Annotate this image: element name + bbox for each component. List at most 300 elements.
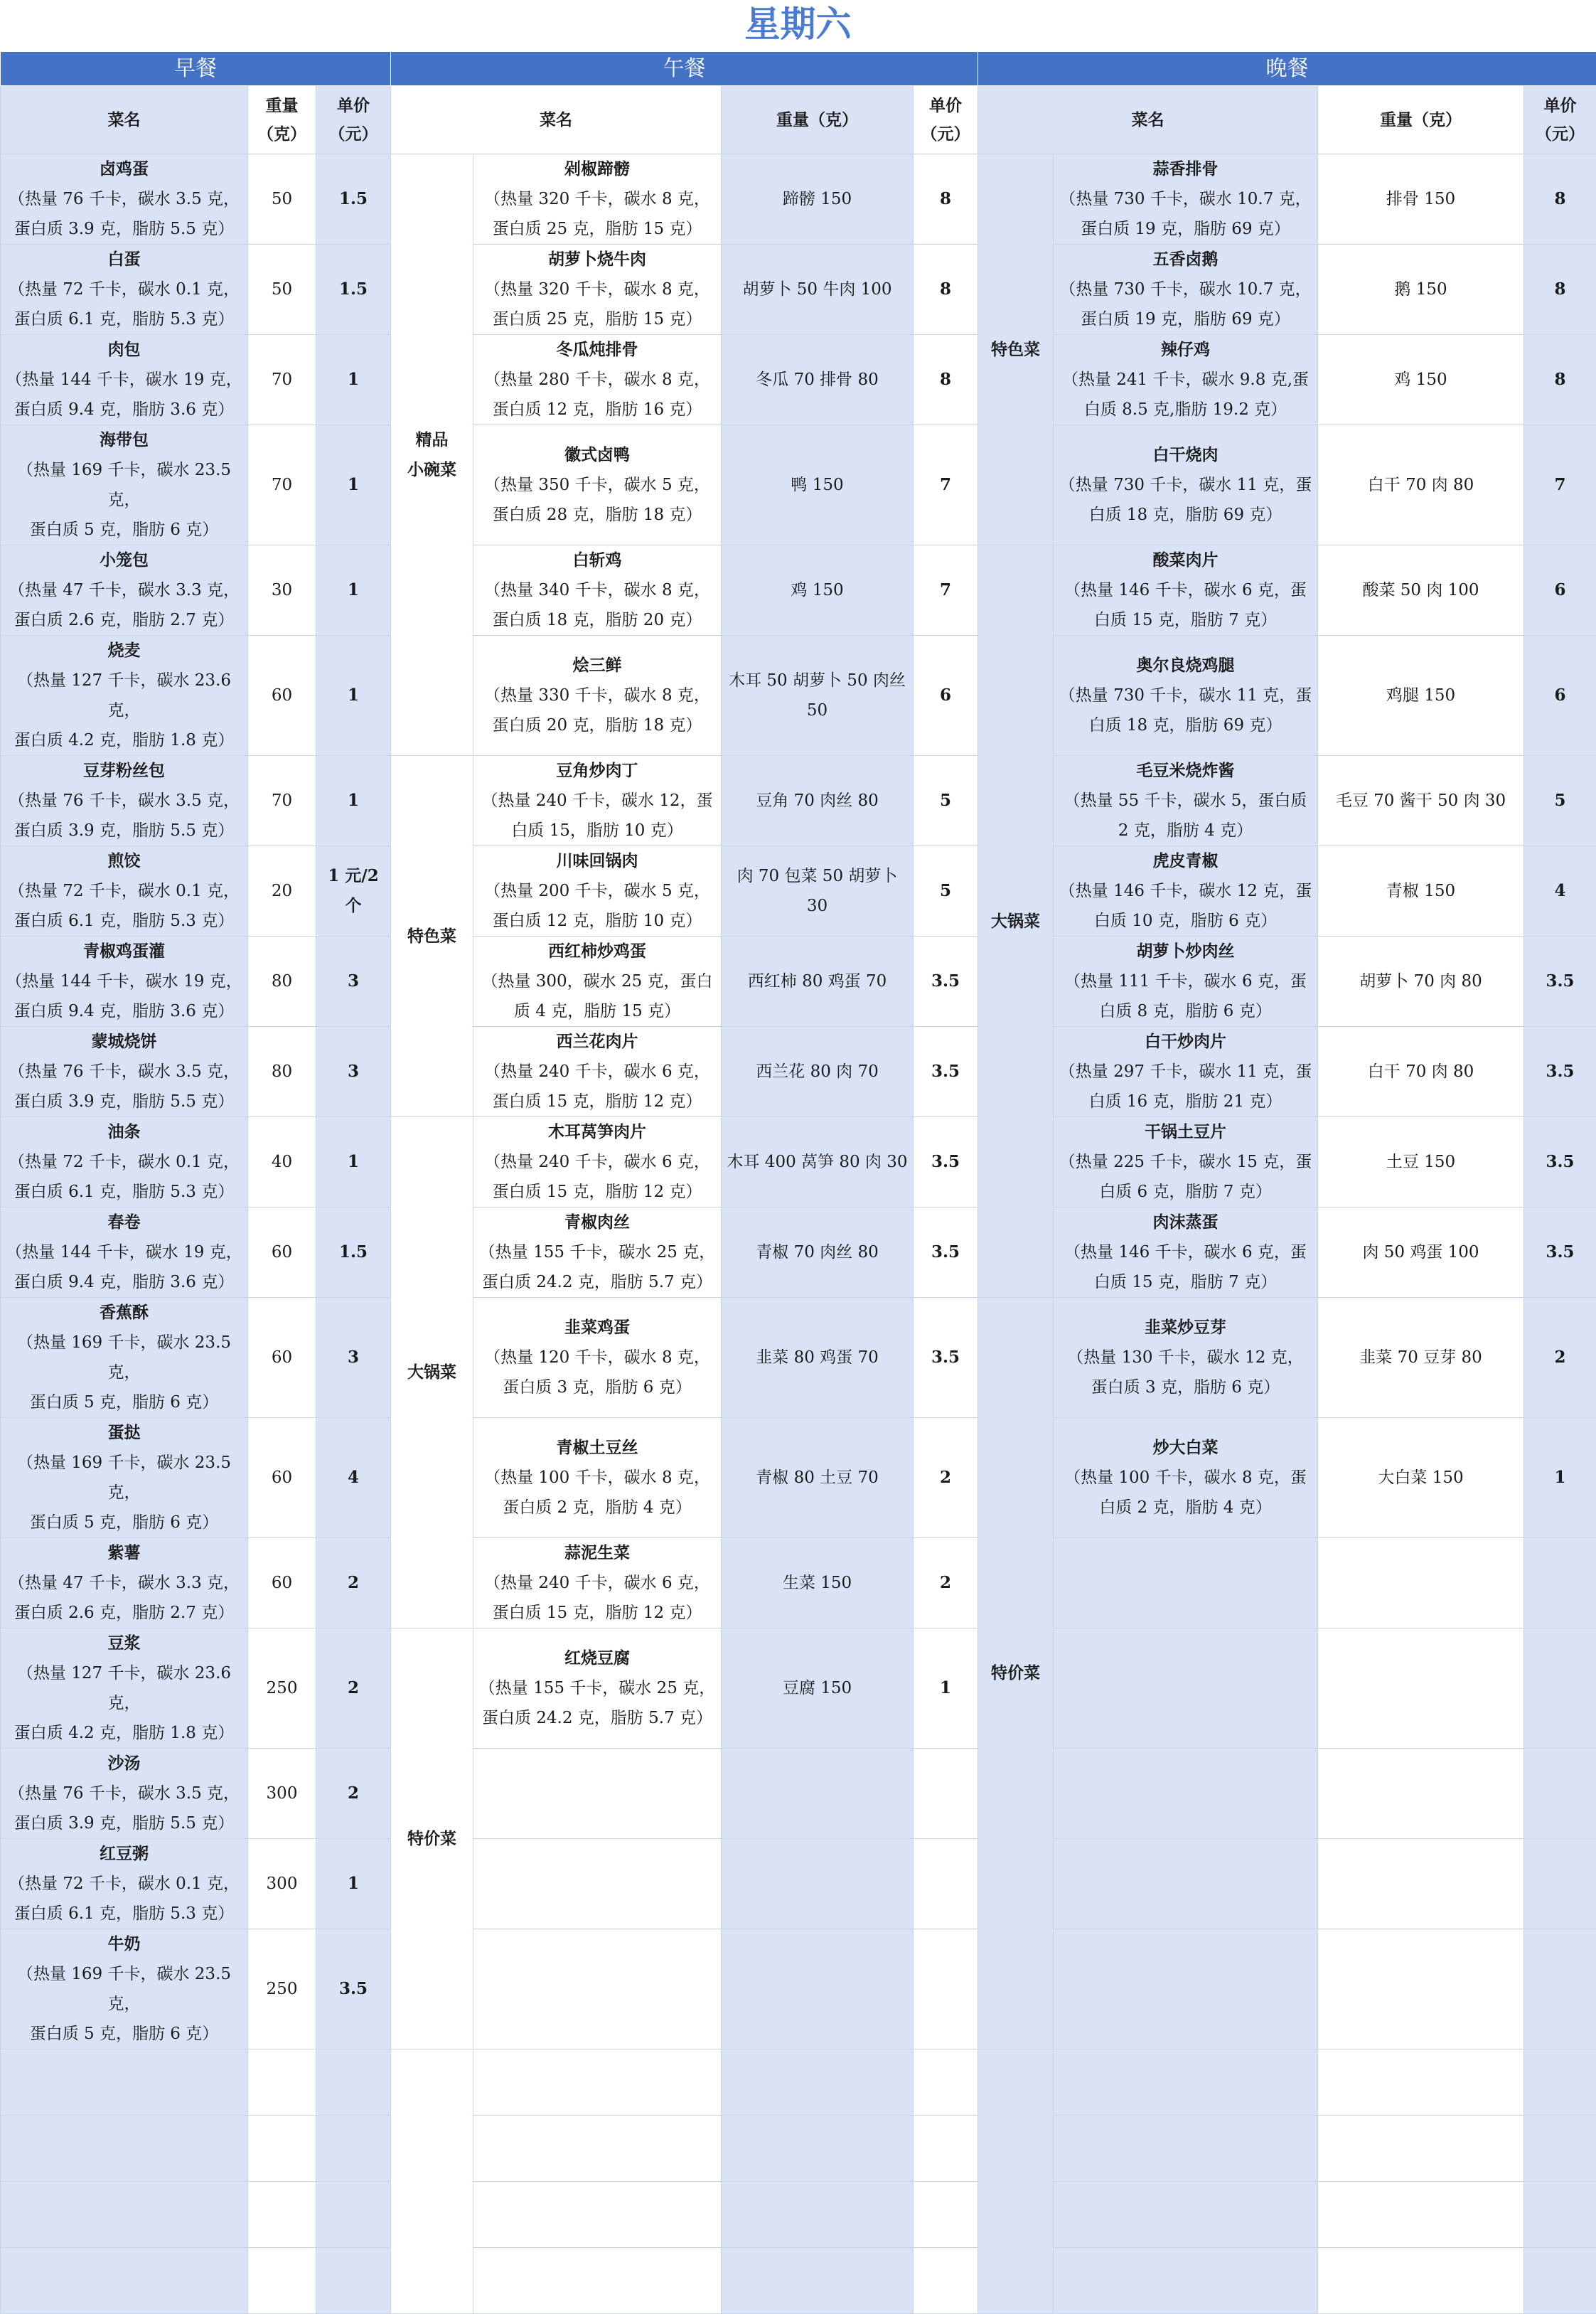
table-row <box>1 2248 1596 2314</box>
dinner-weight: 毛豆 70 酱干 50 肉 30 <box>1318 756 1524 846</box>
dish-nutrition: （热量 120 千卡，碳水 8 克， 蛋白质 3 克，脂肪 6 克） <box>476 1343 718 1402</box>
breakfast-dish <box>1 756 248 846</box>
dish-name: 徽式卤鸭 <box>476 440 718 470</box>
dish-name: 煎饺 <box>4 846 245 876</box>
breakfast-weight: 50 <box>248 245 316 335</box>
dish-nutrition: （热量 111 千卡，碳水 6 克，蛋 白质 8 克，脂肪 6 克） <box>1056 966 1314 1026</box>
dinner-price: 8 <box>1524 154 1596 245</box>
empty-cell <box>1318 1538 1524 1628</box>
breakfast-weight: 70 <box>248 756 316 846</box>
dish-nutrition: （热量 169 千卡，碳水 23.5 克， 蛋白质 5 克，脂肪 6 克） <box>4 1328 245 1417</box>
empty-cell <box>722 1749 914 1839</box>
dish-nutrition: （热量 200 千卡，碳水 5 克， 蛋白质 12 克，脂肪 10 克） <box>476 876 718 936</box>
dish-nutrition: （热量 76 千卡，碳水 3.5 克， 蛋白质 3.9 克，脂肪 5.5 克） <box>4 1057 245 1116</box>
lunch-weight: 蹄髈 150 <box>722 154 914 245</box>
lunch-dish <box>473 245 722 335</box>
breakfast-weight: 80 <box>248 1027 316 1117</box>
dish-nutrition: （热量 100 千卡，碳水 8 克， 蛋白质 2 克，脂肪 4 克） <box>476 1463 718 1523</box>
breakfast-dish <box>1 1418 248 1538</box>
breakfast-price: 2 <box>316 1628 391 1749</box>
breakfast-dish <box>1 1538 248 1628</box>
dish-name: 青椒肉丝 <box>476 1207 718 1237</box>
breakfast-price: 1 <box>316 636 391 756</box>
empty-cell <box>248 2182 316 2248</box>
breakfast-weight: 300 <box>248 1749 316 1839</box>
dish-name: 豆角炒肉丁 <box>476 756 718 786</box>
lunch-price: 7 <box>914 545 978 636</box>
breakfast-price: 3 <box>316 1027 391 1117</box>
lunch-header: 午餐 <box>391 52 978 86</box>
empty-cell <box>1318 2116 1524 2182</box>
lunch-dish <box>473 756 722 846</box>
dish-name: 香蕉酥 <box>4 1298 245 1328</box>
empty-cell <box>473 1749 722 1839</box>
lunch-dish <box>473 1027 722 1117</box>
empty-cell <box>722 2248 914 2314</box>
lunch-price: 1 <box>914 1628 978 1749</box>
dish-nutrition: （热量 297 千卡，碳水 11 克，蛋 白质 16 克，脂肪 21 克） <box>1056 1057 1314 1116</box>
dish-name: 烩三鲜 <box>476 651 718 681</box>
dish-nutrition: （热量 146 千卡，碳水 6 克，蛋 白质 15 克，脂肪 7 克） <box>1056 1237 1314 1297</box>
empty-cell <box>1318 1628 1524 1749</box>
lunch-dish <box>473 636 722 756</box>
lunch-price: 3.5 <box>914 1117 978 1207</box>
meal-header-row <box>1 52 1596 86</box>
dish-name: 紫薯 <box>4 1538 245 1568</box>
lunch-price: 5 <box>914 756 978 846</box>
empty-cell <box>1054 1929 1318 2049</box>
lunch-dish <box>473 1628 722 1749</box>
lunch-name-header: 菜名 <box>391 86 722 154</box>
lunch-weight: 青椒 80 土豆 70 <box>722 1418 914 1538</box>
lunch-dish <box>473 1538 722 1628</box>
empty-cell <box>1054 1628 1318 1749</box>
dish-name: 剁椒蹄髈 <box>476 154 718 184</box>
dish-nutrition: （热量 144 千卡，碳水 19 克， 蛋白质 9.4 克，脂肪 3.6 克） <box>4 966 245 1026</box>
empty-cell <box>1318 1839 1524 1929</box>
lunch-dish <box>473 425 722 545</box>
breakfast-price: 1.5 <box>316 1207 391 1298</box>
breakfast-weight: 300 <box>248 1839 316 1929</box>
dish-name: 毛豆米烧炸酱 <box>1056 756 1314 786</box>
lunch-weight: 生菜 150 <box>722 1538 914 1628</box>
dinner-price: 3.5 <box>1524 1027 1596 1117</box>
dish-nutrition: （热量 47 千卡，碳水 3.3 克， 蛋白质 2.6 克，脂肪 2.7 克） <box>4 1568 245 1628</box>
empty-cell <box>316 2116 391 2182</box>
empty-cell <box>473 1839 722 1929</box>
breakfast-weight: 70 <box>248 425 316 545</box>
empty-cell <box>914 2182 978 2248</box>
lunch-weight: 西兰花 80 肉 70 <box>722 1027 914 1117</box>
empty-cell <box>391 2049 473 2314</box>
dinner-price: 7 <box>1524 425 1596 545</box>
dish-nutrition: （热量 76 千卡，碳水 3.5 克， 蛋白质 3.9 克，脂肪 5.5 克） <box>4 786 245 846</box>
lunch-price: 2 <box>914 1418 978 1538</box>
lunch-weight: 韭菜 80 鸡蛋 70 <box>722 1298 914 1418</box>
dish-name: 红豆粥 <box>4 1839 245 1869</box>
lunch-weight: 豆角 70 肉丝 80 <box>722 756 914 846</box>
dish-nutrition: （热量 55 千卡，碳水 5，蛋白质 2 克，脂肪 4 克） <box>1056 786 1314 846</box>
lunch-dish <box>473 1418 722 1538</box>
breakfast-price: 1 <box>316 1117 391 1207</box>
dish-nutrition: （热量 240 千卡，碳水 6 克， 蛋白质 15 克，脂肪 12 克） <box>476 1147 718 1207</box>
dinner-weight: 白干 70 肉 80 <box>1318 425 1524 545</box>
dish-name: 蒙城烧饼 <box>4 1027 245 1057</box>
dinner-price: 8 <box>1524 335 1596 425</box>
dinner-name-header: 菜名 <box>978 86 1318 154</box>
table-row <box>1 1628 1596 1749</box>
dish-name: 肉包 <box>4 335 245 365</box>
dish-name: 西红柿炒鸡蛋 <box>476 937 718 966</box>
dish-name: 干锅土豆片 <box>1056 1117 1314 1147</box>
table-row <box>1 1929 1596 2049</box>
empty-cell <box>914 1929 978 2049</box>
empty-cell <box>722 2049 914 2116</box>
breakfast-price: 1 <box>316 545 391 636</box>
dinner-header: 晚餐 <box>978 52 1596 86</box>
dinner-dish <box>1054 846 1318 937</box>
dinner-dish <box>1054 154 1318 245</box>
breakfast-dish <box>1 425 248 545</box>
table-row <box>1 2049 1596 2116</box>
lunch-weight: 肉 70 包菜 50 胡萝卜 30 <box>722 846 914 937</box>
table-row <box>1 1839 1596 1929</box>
lunch-dish <box>473 1207 722 1298</box>
dish-name: 木耳莴笋肉片 <box>476 1117 718 1147</box>
dish-nutrition: （热量 72 千卡，碳水 0.1 克， 蛋白质 6.1 克，脂肪 5.3 克） <box>4 876 245 936</box>
empty-cell <box>722 1929 914 2049</box>
dish-nutrition: （热量 144 千卡，碳水 19 克， 蛋白质 9.4 克，脂肪 3.6 克） <box>4 1237 245 1297</box>
dish-name: 小笼包 <box>4 545 245 575</box>
empty-cell <box>248 2248 316 2314</box>
dish-nutrition: （热量 240 千卡，碳水 6 克， 蛋白质 15 克，脂肪 12 克） <box>476 1057 718 1116</box>
lunch-category: 特色菜 <box>391 756 473 1117</box>
lunch-weight: 冬瓜 70 排骨 80 <box>722 335 914 425</box>
breakfast-dish <box>1 1207 248 1298</box>
empty-cell <box>316 2248 391 2314</box>
lunch-weight: 青椒 70 肉丝 80 <box>722 1207 914 1298</box>
lunch-price: 3.5 <box>914 1027 978 1117</box>
empty-cell <box>1 2182 248 2248</box>
breakfast-price: 1 <box>316 425 391 545</box>
empty-cell <box>248 2116 316 2182</box>
empty-cell <box>1054 2049 1318 2116</box>
empty-cell <box>914 2248 978 2314</box>
breakfast-weight: 70 <box>248 335 316 425</box>
dinner-weight: 排骨 150 <box>1318 154 1524 245</box>
dish-name: 油条 <box>4 1117 245 1147</box>
breakfast-name-header: 菜名 <box>1 86 248 154</box>
dinner-dish <box>1054 1418 1318 1538</box>
breakfast-weight: 60 <box>248 1538 316 1628</box>
dinner-price: 3.5 <box>1524 937 1596 1027</box>
breakfast-weight: 60 <box>248 1298 316 1418</box>
dish-name: 卤鸡蛋 <box>4 154 245 184</box>
dinner-dish <box>1054 1117 1318 1207</box>
dish-nutrition: （热量 72 千卡，碳水 0.1 克， 蛋白质 6.1 克，脂肪 5.3 克） <box>4 1147 245 1207</box>
dish-name: 白干烧肉 <box>1056 440 1314 470</box>
lunch-weight: 西红柿 80 鸡蛋 70 <box>722 937 914 1027</box>
empty-cell <box>1 2116 248 2182</box>
empty-cell <box>1318 1929 1524 2049</box>
dish-name: 白斩鸡 <box>476 545 718 575</box>
dinner-weight: 鸡腿 150 <box>1318 636 1524 756</box>
lunch-dish <box>473 846 722 937</box>
dish-nutrition: （热量 76 千卡，碳水 3.5 克， 蛋白质 3.9 克，脂肪 5.5 克） <box>4 1779 245 1838</box>
dinner-category: 特价菜 <box>978 1298 1054 2049</box>
dinner-dish <box>1054 636 1318 756</box>
breakfast-weight: 50 <box>248 154 316 245</box>
breakfast-dish <box>1 1839 248 1929</box>
breakfast-dish <box>1 154 248 245</box>
dish-name: 酸菜肉片 <box>1056 545 1314 575</box>
dish-name: 蒜香排骨 <box>1056 154 1314 184</box>
lunch-category: 特价菜 <box>391 1628 473 2049</box>
dish-name: 蛋挞 <box>4 1418 245 1448</box>
dish-nutrition: （热量 146 千卡，碳水 12 克，蛋 白质 10 克，脂肪 6 克） <box>1056 876 1314 936</box>
dinner-price: 3.5 <box>1524 1207 1596 1298</box>
lunch-dish <box>473 937 722 1027</box>
dinner-price: 2 <box>1524 1298 1596 1418</box>
lunch-dish <box>473 1117 722 1207</box>
dish-name: 冬瓜炖排骨 <box>476 335 718 365</box>
dish-nutrition: （热量 144 千卡，碳水 19 克， 蛋白质 9.4 克，脂肪 3.6 克） <box>4 365 245 425</box>
dish-name: 青椒土豆丝 <box>476 1433 718 1463</box>
empty-cell <box>1524 2049 1596 2116</box>
breakfast-weight: 40 <box>248 1117 316 1207</box>
breakfast-dish <box>1 636 248 756</box>
empty-cell <box>722 2116 914 2182</box>
lunch-weight: 豆腐 150 <box>722 1628 914 1749</box>
empty-cell <box>473 2116 722 2182</box>
dish-name: 牛奶 <box>4 1929 245 1959</box>
dish-nutrition: （热量 155 千卡，碳水 25 克， 蛋白质 24.2 克，脂肪 5.7 克） <box>476 1237 718 1297</box>
empty-cell <box>473 2049 722 2116</box>
dinner-dish <box>1054 545 1318 636</box>
breakfast-weight: 60 <box>248 1418 316 1538</box>
dish-nutrition: （热量 169 千卡，碳水 23.5 克， 蛋白质 5 克，脂肪 6 克） <box>4 455 245 545</box>
empty-cell <box>978 2049 1054 2314</box>
dish-name: 红烧豆腐 <box>476 1643 718 1673</box>
dish-nutrition: （热量 72 千卡，碳水 0.1 克， 蛋白质 6.1 克，脂肪 5.3 克） <box>4 1869 245 1929</box>
empty-cell <box>1054 2116 1318 2182</box>
dish-nutrition: （热量 730 千卡，碳水 11 克，蛋 白质 18 克，脂肪 69 克） <box>1056 470 1314 530</box>
empty-cell <box>1524 2182 1596 2248</box>
empty-cell <box>914 1749 978 1839</box>
breakfast-weight: 20 <box>248 846 316 937</box>
lunch-category: 大锅菜 <box>391 1117 473 1628</box>
breakfast-dish <box>1 1749 248 1839</box>
empty-cell <box>316 2182 391 2248</box>
dish-nutrition: （热量 130 千卡，碳水 12 克， 蛋白质 3 克，脂肪 6 克） <box>1056 1343 1314 1402</box>
empty-cell <box>1318 1749 1524 1839</box>
dish-name: 奥尔良烧鸡腿 <box>1056 651 1314 681</box>
dish-name: 韭菜鸡蛋 <box>476 1313 718 1343</box>
dinner-dish <box>1054 756 1318 846</box>
empty-cell <box>1054 2182 1318 2248</box>
empty-cell <box>1318 2248 1524 2314</box>
dish-name: 川味回锅肉 <box>476 846 718 876</box>
dish-nutrition: （热量 241 千卡，碳水 9.8 克,蛋 白质 8.5 克,脂肪 19.2 克） <box>1056 365 1314 425</box>
dinner-price: 4 <box>1524 846 1596 937</box>
empty-cell <box>1054 1538 1318 1628</box>
breakfast-dish <box>1 1929 248 2049</box>
dish-nutrition: （热量 146 千卡，碳水 6 克，蛋 白质 15 克，脂肪 7 克） <box>1056 575 1314 635</box>
breakfast-price: 1 元/2 个 <box>316 846 391 937</box>
breakfast-price: 1 <box>316 756 391 846</box>
empty-cell <box>1524 1929 1596 2049</box>
dinner-dish <box>1054 425 1318 545</box>
table-row <box>1 1298 1596 1418</box>
dish-nutrition: （热量 280 千卡，碳水 8 克， 蛋白质 12 克，脂肪 16 克） <box>476 365 718 425</box>
dish-name: 沙汤 <box>4 1749 245 1779</box>
table-row <box>1 154 1596 245</box>
dish-name: 西兰花肉片 <box>476 1027 718 1057</box>
lunch-price-header: 单价 （元） <box>914 86 978 154</box>
breakfast-weight: 250 <box>248 1628 316 1749</box>
dish-name: 豆浆 <box>4 1628 245 1658</box>
dish-nutrition: （热量 127 千卡，碳水 23.6 克， 蛋白质 4.2 克，脂肪 1.8 克） <box>4 666 245 755</box>
dinner-category: 大锅菜 <box>978 545 1054 1298</box>
empty-cell <box>1524 1538 1596 1628</box>
table-row <box>1 846 1596 937</box>
lunch-price: 6 <box>914 636 978 756</box>
lunch-dish <box>473 335 722 425</box>
dinner-price: 1 <box>1524 1418 1596 1538</box>
table-row <box>1 545 1596 636</box>
dinner-price: 3.5 <box>1524 1117 1596 1207</box>
empty-cell <box>1054 2248 1318 2314</box>
dish-name: 春卷 <box>4 1207 245 1237</box>
dinner-weight: 大白菜 150 <box>1318 1418 1524 1538</box>
breakfast-header: 早餐 <box>1 52 391 86</box>
empty-cell <box>1054 1839 1318 1929</box>
dish-name: 青椒鸡蛋灌 <box>4 937 245 966</box>
lunch-price: 2 <box>914 1538 978 1628</box>
dish-nutrition: （热量 320 千卡，碳水 8 克， 蛋白质 25 克，脂肪 15 克） <box>476 184 718 244</box>
empty-cell <box>473 2182 722 2248</box>
dinner-weight: 韭菜 70 豆芽 80 <box>1318 1298 1524 1418</box>
lunch-price: 8 <box>914 335 978 425</box>
dish-nutrition: （热量 300，碳水 25 克，蛋白 质 4 克，脂肪 15 克） <box>476 966 718 1026</box>
breakfast-price: 1 <box>316 335 391 425</box>
dish-name: 韭菜炒豆芽 <box>1056 1313 1314 1343</box>
dish-name: 烧麦 <box>4 636 245 666</box>
lunch-price: 8 <box>914 245 978 335</box>
dish-name: 五香卤鹅 <box>1056 245 1314 274</box>
dish-nutrition: （热量 330 千卡，碳水 8 克， 蛋白质 20 克，脂肪 18 克） <box>476 681 718 740</box>
lunch-price: 3.5 <box>914 937 978 1027</box>
lunch-weight: 鸡 150 <box>722 545 914 636</box>
empty-cell <box>722 2182 914 2248</box>
lunch-dish <box>473 545 722 636</box>
empty-cell <box>1318 2049 1524 2116</box>
dish-nutrition: （热量 730 千卡，碳水 10.7 克， 蛋白质 19 克，脂肪 69 克） <box>1056 274 1314 334</box>
dish-nutrition: （热量 340 千卡，碳水 8 克， 蛋白质 18 克，脂肪 20 克） <box>476 575 718 635</box>
breakfast-price: 1.5 <box>316 245 391 335</box>
dish-name: 虎皮青椒 <box>1056 846 1314 876</box>
dinner-dish <box>1054 937 1318 1027</box>
table-row <box>1 1538 1596 1628</box>
table-row <box>1 2116 1596 2182</box>
dish-nutrition: （热量 169 千卡，碳水 23.5 克， 蛋白质 5 克，脂肪 6 克） <box>4 1448 245 1537</box>
lunch-dish <box>473 154 722 245</box>
empty-cell <box>722 1839 914 1929</box>
breakfast-dish <box>1 846 248 937</box>
table-row <box>1 1749 1596 1839</box>
dish-nutrition: （热量 169 千卡，碳水 23.5 克， 蛋白质 5 克，脂肪 6 克） <box>4 1959 245 2049</box>
dish-name: 白干炒肉片 <box>1056 1027 1314 1057</box>
breakfast-price-header: 单价 （元） <box>316 86 391 154</box>
breakfast-dish <box>1 545 248 636</box>
breakfast-weight-header: 重量 （克） <box>248 86 316 154</box>
dinner-price: 6 <box>1524 545 1596 636</box>
dinner-weight: 土豆 150 <box>1318 1117 1524 1207</box>
empty-cell <box>914 2116 978 2182</box>
lunch-price: 7 <box>914 425 978 545</box>
dish-nutrition: （热量 350 千卡，碳水 5 克， 蛋白质 28 克，脂肪 18 克） <box>476 470 718 530</box>
breakfast-price: 1 <box>316 1839 391 1929</box>
lunch-weight-header: 重量（克） <box>722 86 914 154</box>
breakfast-price: 2 <box>316 1538 391 1628</box>
dinner-weight: 青椒 150 <box>1318 846 1524 937</box>
empty-cell <box>473 1929 722 2049</box>
dish-nutrition: （热量 225 千卡，碳水 15 克，蛋 白质 6 克，脂肪 7 克） <box>1056 1147 1314 1207</box>
empty-cell <box>1524 2248 1596 2314</box>
dish-nutrition: （热量 730 千卡，碳水 11 克，蛋 白质 18 克，脂肪 69 克） <box>1056 681 1314 740</box>
dish-nutrition: （热量 47 千卡，碳水 3.3 克， 蛋白质 2.6 克，脂肪 2.7 克） <box>4 575 245 635</box>
dish-name: 蒜泥生菜 <box>476 1538 718 1568</box>
table-row <box>1 937 1596 1027</box>
breakfast-weight: 30 <box>248 545 316 636</box>
breakfast-dish <box>1 1298 248 1418</box>
empty-cell <box>914 1839 978 1929</box>
breakfast-price: 3 <box>316 937 391 1027</box>
breakfast-price: 3.5 <box>316 1929 391 2049</box>
dish-nutrition: （热量 155 千卡，碳水 25 克， 蛋白质 24.2 克，脂肪 5.7 克） <box>476 1673 718 1733</box>
lunch-dish <box>473 1298 722 1418</box>
dinner-dish <box>1054 245 1318 335</box>
empty-cell <box>1054 1749 1318 1839</box>
dinner-dish <box>1054 1207 1318 1298</box>
breakfast-weight: 250 <box>248 1929 316 2049</box>
breakfast-dish <box>1 1027 248 1117</box>
dinner-dish <box>1054 1298 1318 1418</box>
dinner-weight-header: 重量（克） <box>1318 86 1524 154</box>
lunch-weight: 木耳 50 胡萝卜 50 肉丝 50 <box>722 636 914 756</box>
dinner-category: 特色菜 <box>978 154 1054 545</box>
breakfast-weight: 60 <box>248 636 316 756</box>
dish-name: 炒大白菜 <box>1056 1433 1314 1463</box>
dish-name: 胡萝卜烧牛肉 <box>476 245 718 274</box>
dinner-weight: 白干 70 肉 80 <box>1318 1027 1524 1117</box>
dinner-price: 5 <box>1524 756 1596 846</box>
dish-nutrition: （热量 240 千卡，碳水 12，蛋 白质 15，脂肪 10 克） <box>476 786 718 846</box>
table-row <box>1 1207 1596 1298</box>
empty-cell <box>316 2049 391 2116</box>
dish-name: 白蛋 <box>4 245 245 274</box>
column-header-row <box>1 86 1596 154</box>
breakfast-dish <box>1 335 248 425</box>
dish-name: 豆芽粉丝包 <box>4 756 245 786</box>
lunch-price: 3.5 <box>914 1207 978 1298</box>
dish-nutrition: （热量 240 千卡，碳水 6 克， 蛋白质 15 克，脂肪 12 克） <box>476 1568 718 1628</box>
empty-cell <box>1318 2182 1524 2248</box>
lunch-price: 5 <box>914 846 978 937</box>
dinner-weight: 鹅 150 <box>1318 245 1524 335</box>
breakfast-dish <box>1 1117 248 1207</box>
empty-cell <box>1524 1749 1596 1839</box>
